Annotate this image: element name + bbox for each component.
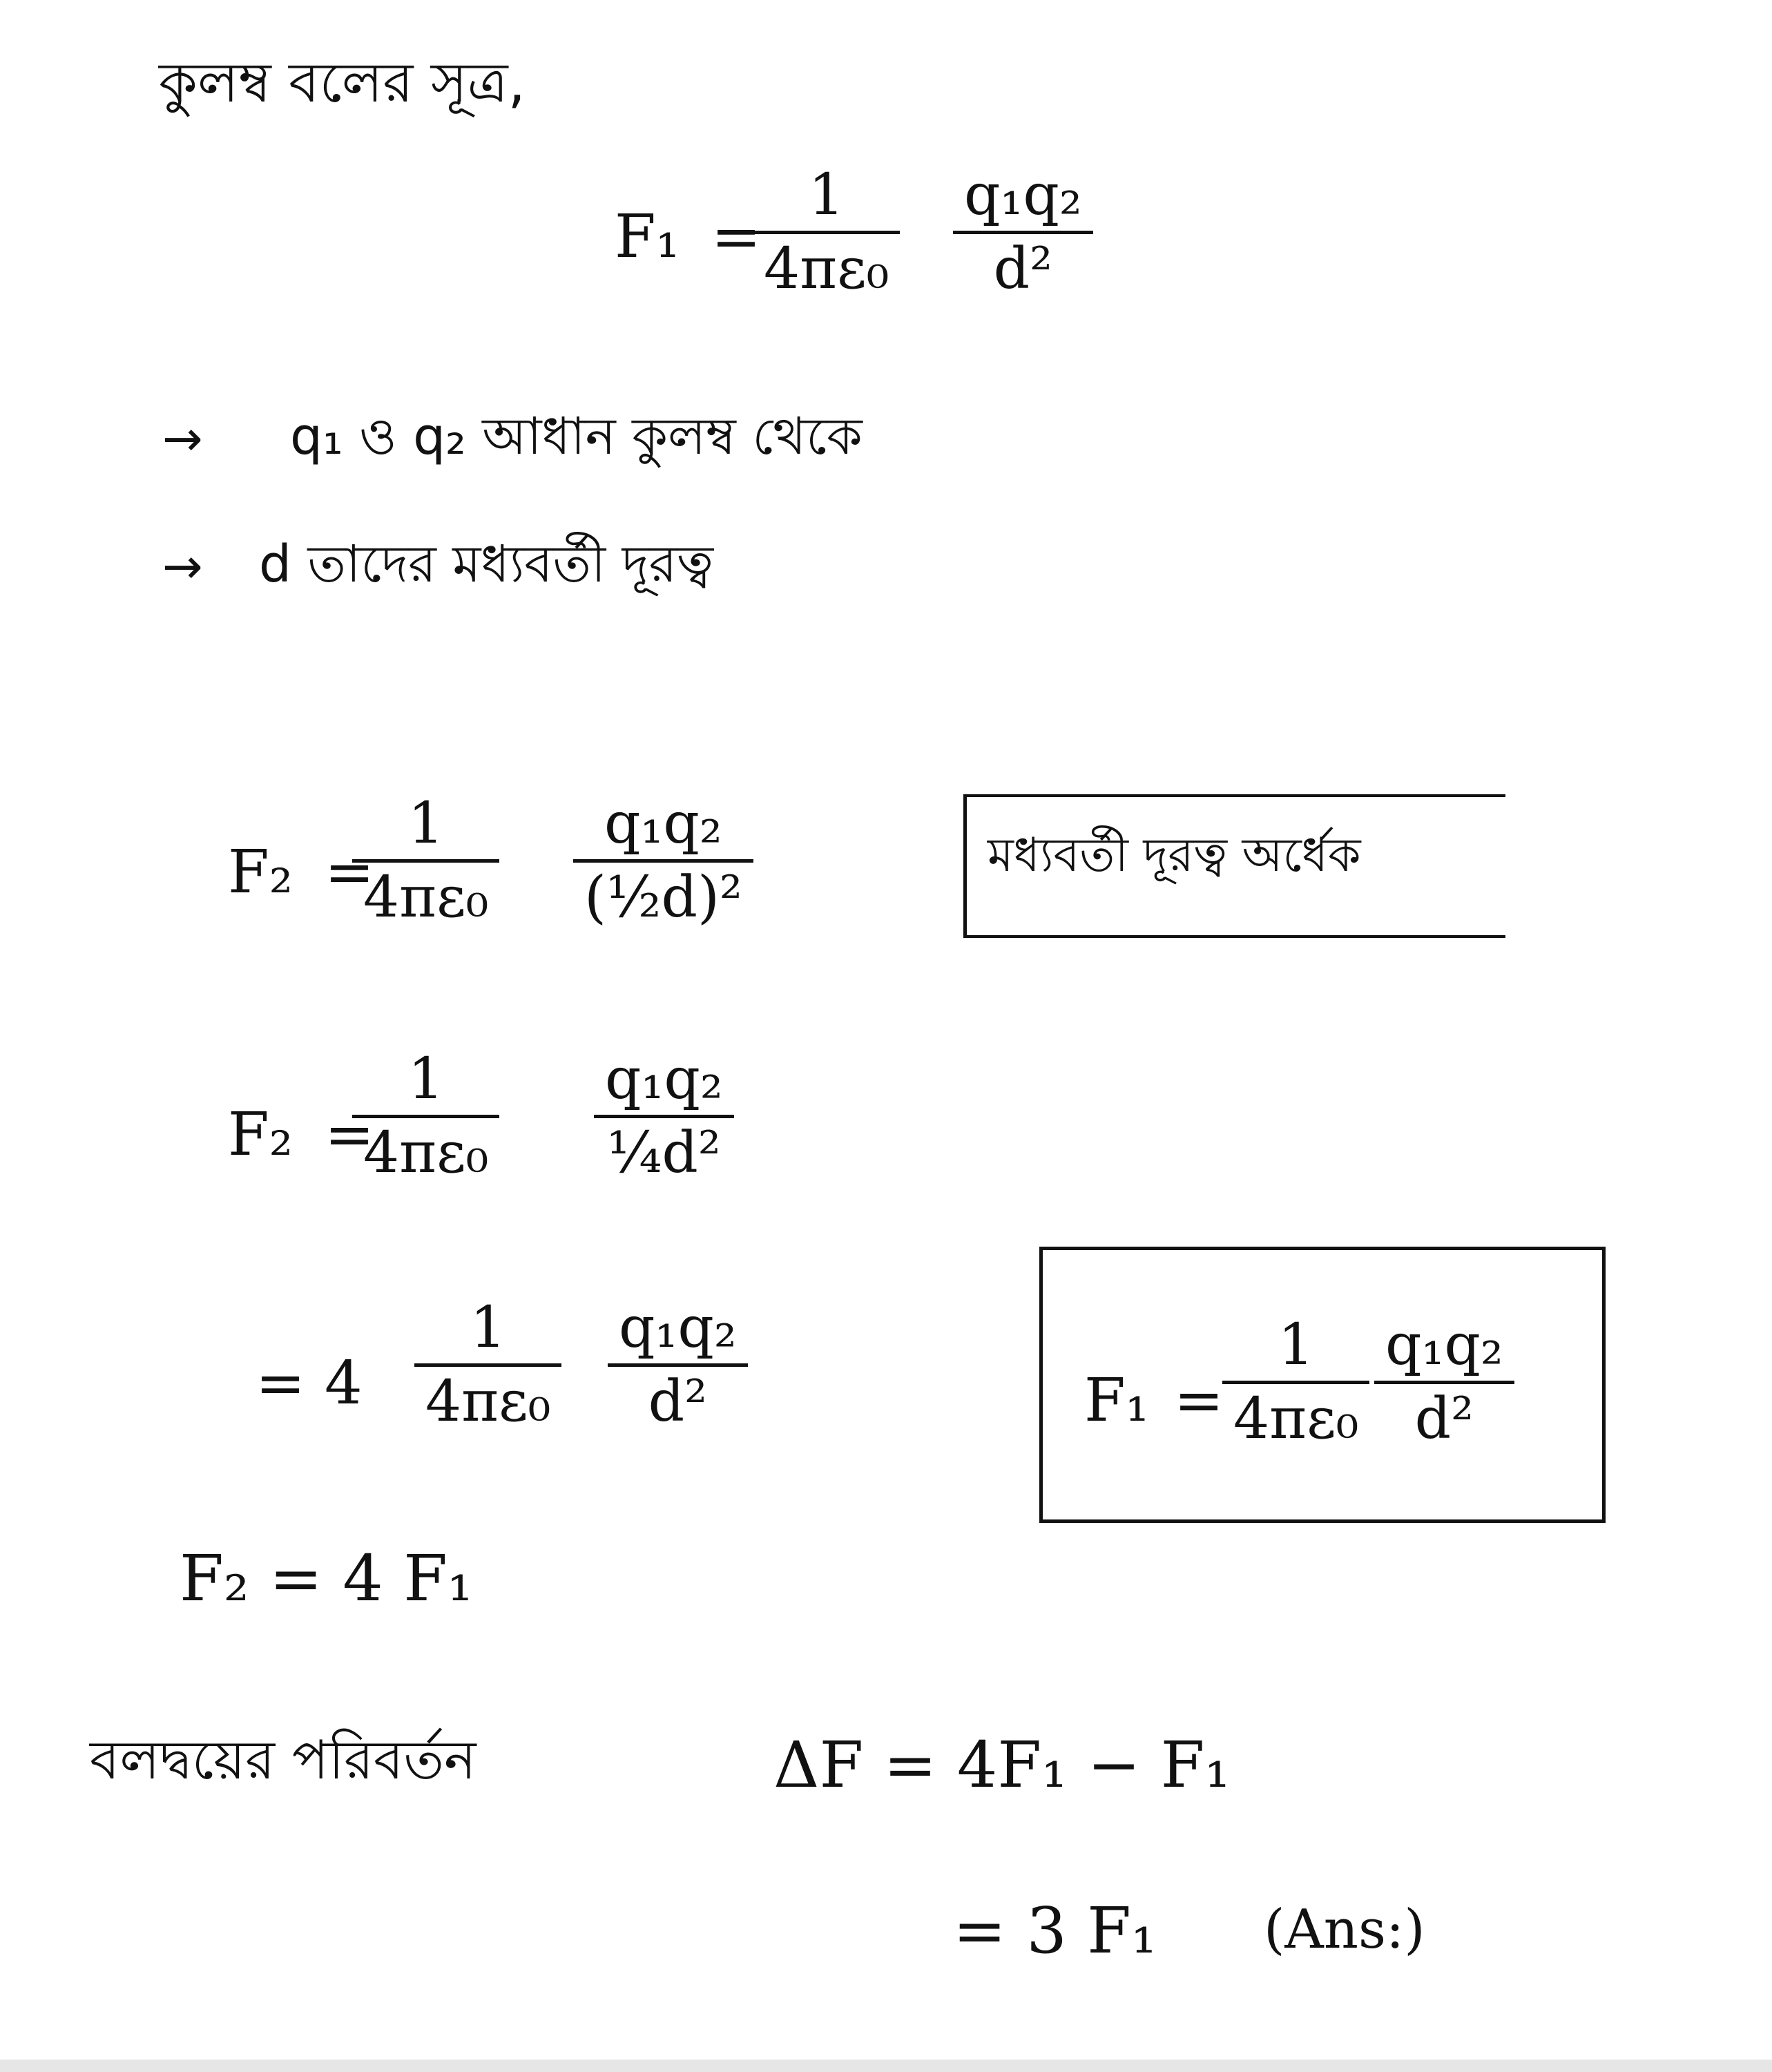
formula2-fraction [573, 791, 753, 931]
note-distance: d তাদের মধ্যবর্তী দূরত্ব [259, 535, 713, 594]
boxed-formula-constant [1222, 1312, 1369, 1452]
formula3-constant-denominator: 4πε₀ [363, 1120, 489, 1187]
formula4-denominator: d² [648, 1369, 708, 1435]
formula3-equals: = [325, 1100, 375, 1169]
fraction-bar [352, 1115, 499, 1118]
formula2-constant [352, 791, 499, 931]
final-equation: = 3 F₁ [953, 1894, 1157, 1968]
formula1-constant-numerator: 1 [808, 162, 845, 228]
formula1-constant [753, 162, 900, 303]
formula4-coefficient: 4 [325, 1349, 363, 1418]
formula2-equals: = [325, 838, 375, 907]
formula3-constant-numerator: 1 [407, 1046, 444, 1112]
boxed-formula-equals: = [1174, 1366, 1224, 1435]
bottom-edge [0, 2060, 1772, 2072]
formula1-constant-denominator: 4πε₀ [764, 236, 889, 303]
fraction-bar [414, 1363, 561, 1367]
formula1-numerator: q₁q₂ [964, 162, 1082, 228]
formula2-constant-denominator: 4πε₀ [363, 865, 489, 931]
fraction-bar [573, 859, 753, 863]
formula2-lhs: F₂ [228, 838, 293, 907]
formula4-equals: = [256, 1349, 306, 1418]
boxed-formula-fraction [1374, 1312, 1514, 1452]
formula1-lhs: F₁ [615, 202, 680, 271]
formula2-denominator: (½d)² [584, 865, 742, 931]
note-charges: q₁ ও q₂ আধান কুলম্ব থেকে [290, 407, 863, 466]
formula2-numerator: q₁q₂ [604, 791, 722, 856]
formula1-denominator: d² [993, 236, 1053, 303]
change-label: বলদ্বয়ের পরিবর্তন [90, 1729, 476, 1792]
fraction-bar [953, 231, 1093, 234]
result-equation: F₂ = 4 F₁ [180, 1542, 473, 1615]
formula3-fraction [594, 1046, 734, 1187]
formula4-constant [414, 1295, 561, 1435]
arrow-icon: → [162, 538, 203, 595]
heading: কুলম্ব বলের সূত্র, [159, 50, 526, 115]
fraction-bar [753, 231, 900, 234]
boxed-formula-numerator: q₁q₂ [1385, 1312, 1503, 1378]
formula3-numerator: q₁q₂ [605, 1046, 723, 1112]
formula2-constant-numerator: 1 [407, 791, 444, 856]
fraction-bar [1374, 1381, 1514, 1384]
boxed-formula-constant-numerator: 1 [1278, 1312, 1314, 1378]
formula1-equals: = [711, 202, 762, 271]
fraction-bar [1222, 1381, 1369, 1384]
formula3-lhs: F₂ [228, 1100, 293, 1169]
change-equation: ΔF = 4F₁ − F₁ [773, 1728, 1231, 1802]
answer-label: (Ans:) [1264, 1899, 1425, 1961]
boxed-formula-lhs: F₁ [1084, 1366, 1150, 1435]
formula4-numerator: q₁q₂ [619, 1295, 737, 1361]
arrow-icon: → [162, 410, 203, 467]
fraction-bar [594, 1115, 734, 1118]
boxed-formula-constant-denominator: 4πε₀ [1233, 1386, 1359, 1452]
boxed-formula-denominator: d² [1414, 1386, 1474, 1452]
formula3-denominator: ¼d² [606, 1120, 721, 1187]
formula1-fraction [953, 162, 1093, 303]
formula3-constant [352, 1046, 499, 1187]
fraction-bar [608, 1363, 748, 1367]
fraction-bar [352, 859, 499, 863]
formula2-note: মধ্যবর্তী দূরত্ব অর্ধেক [988, 828, 1361, 883]
formula4-constant-numerator: 1 [470, 1295, 506, 1361]
formula4-fraction [608, 1295, 748, 1435]
formula4-constant-denominator: 4πε₀ [425, 1369, 551, 1435]
